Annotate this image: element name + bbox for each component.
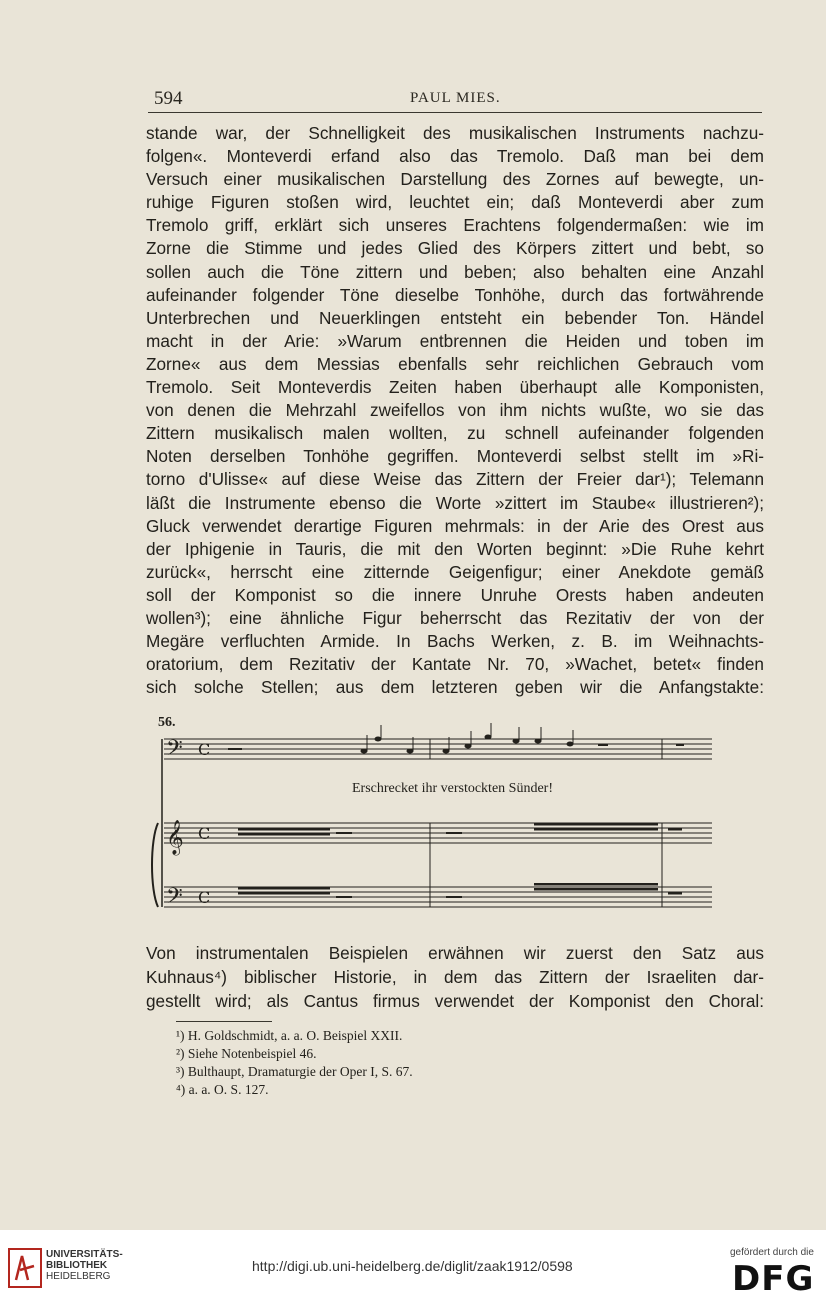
- footnote: ¹) H. Goldschmidt, a. a. O. Beispiel XXII.: [176, 1028, 403, 1043]
- footnotes: [176, 1027, 556, 1099]
- text-line: soll der Komponist so die innere Unruhe Orests haben andeuten: [146, 584, 764, 605]
- text-line: sollen auch die Töne zittern und beben; also behalten eine Anzahl: [146, 261, 764, 282]
- svg-text:C: C: [198, 824, 211, 843]
- viewer-footer: [0, 1230, 826, 1303]
- dfg-logo: DFG: [732, 1259, 815, 1299]
- svg-text:𝄢: 𝄢: [166, 736, 183, 766]
- music-example: [146, 715, 766, 930]
- lyric-text: Erschrecket ihr verstockten Sünder!: [352, 781, 553, 796]
- text-line: Gluck verwendet derartige Figuren mehrmals: in der Arie des Orest aus: [146, 515, 764, 536]
- library-line-2: BIBLIOTHEK: [46, 1260, 108, 1271]
- text-line: aufeinander folgender Töne dieselbe Tonhöhe, durch das fortwährende: [146, 284, 764, 305]
- text-line: zurück«, herrscht eine zitternde Geigenfigur; einer Anekdote gemäß: [146, 561, 764, 582]
- svg-text:𝄢: 𝄢: [166, 884, 183, 914]
- text-line: Tremolo. Seit Monteverdis Zeiten haben überhaupt alle Komponisten,: [146, 377, 764, 398]
- svg-text:C: C: [198, 888, 211, 907]
- library-line-1: UNIVERSITÄTS-: [46, 1249, 123, 1260]
- text-line: Zorne die Stimme und jedes Glied des Körpers zittert und bebt, so: [146, 238, 764, 259]
- text-line: Von instrumentalen Beispielen erwähnen wir zuerst den Satz aus: [146, 943, 764, 963]
- text-line: macht in der Arie: »Warum entbrennen die Heiden und toben im: [146, 330, 764, 351]
- text-line: Tremolo griff, erklärt sich unseres Erachtens folgendermaßen: wie im: [146, 215, 764, 236]
- text-line: läßt die Instrumente ebenso die Worte »zittert im Staube« illustrieren²);: [146, 492, 764, 513]
- permalink-url[interactable]: http://digi.ub.uni-heidelberg.de/diglit/zaak1912/0598: [252, 1258, 573, 1274]
- text-line: ruhige Figuren stoßen wird, leuchtet ein; daß Monteverdi aber zum: [146, 192, 764, 213]
- text-line: Unterbrechen und Neuerklingen entsteht ein bebender Ton. Händel: [146, 307, 764, 328]
- text-line: Zittern musikalisch malen wollten, zu schnell aufeinander folgenden: [146, 423, 764, 444]
- page-number: 594: [154, 88, 183, 109]
- text-line: Zorne« aus dem Messias ebenfalls sehr reichlichen Gebrauch vom: [146, 353, 764, 374]
- svg-text:C: C: [198, 740, 211, 759]
- funding-caption: gefördert durch die: [730, 1247, 814, 1258]
- text-line: von denen die Mehrzahl zweifellos von ihm nichts wußte, wo sie das: [146, 400, 764, 421]
- body-paragraph-2: [146, 941, 764, 1013]
- text-line: stande war, der Schnelligkeit des musikalischen Instruments nachzu-: [146, 123, 764, 143]
- library-name: [46, 1249, 123, 1282]
- running-title: PAUL MIES.: [410, 90, 501, 106]
- text-line: sich solche Stellen; aus dem letzteren geben wir die Anfangstakte:: [146, 677, 764, 698]
- text-line: folgen«. Monteverdi erfand also das Tremolo. Daß man bei dem: [146, 146, 764, 167]
- page-header: [148, 86, 762, 113]
- text-line: Noten derselben Tonhöhe gegriffen. Monteverdi selbst stellt im »Ri-: [146, 446, 764, 467]
- text-line: der Iphigenie in Tauris, die mit den Worten beginnt: »Die Ruhe kehrt: [146, 538, 764, 559]
- text-line: Megäre verfluchten Armide. In Bachs Werken, z. B. im Weihnachts-: [146, 631, 764, 652]
- text-line: Versuch einer musikalischen Darstellung des Zornes auf bewegte, un-: [146, 169, 764, 190]
- body-paragraph: [146, 122, 764, 699]
- footnote-divider: [176, 1021, 272, 1022]
- example-number: 56.: [158, 715, 176, 730]
- footnote: ²) Siehe Notenbeispiel 46.: [176, 1046, 317, 1061]
- text-line: oratorium, dem Rezitativ der Kantate Nr. 70, »Wachet, betet« finden: [146, 654, 764, 675]
- text-line: wollen³); eine ähnliche Figur beherrscht das Rezitativ der von der: [146, 607, 764, 628]
- footnote: ⁴) a. a. O. S. 127.: [176, 1082, 269, 1097]
- svg-text:𝄞: 𝄞: [166, 820, 184, 855]
- library-line-3: HEIDELBERG: [46, 1271, 111, 1282]
- text-line: Kuhnaus⁴) biblischer Historie, in dem das Zittern der Israeliten dar-: [146, 967, 764, 987]
- text-line: gestellt wird; als Cantus firmus verwendet der Komponist den Choral:: [146, 991, 764, 1011]
- university-library-logo-icon: [8, 1248, 42, 1288]
- musical-score-figure: [146, 715, 766, 930]
- text-line: torno d'Ulisse« auf diese Weise das Zittern der Freier dar¹); Telemann: [146, 469, 764, 490]
- footnote: ³) Bulthaupt, Dramaturgie der Oper I, S. 67.: [176, 1064, 413, 1079]
